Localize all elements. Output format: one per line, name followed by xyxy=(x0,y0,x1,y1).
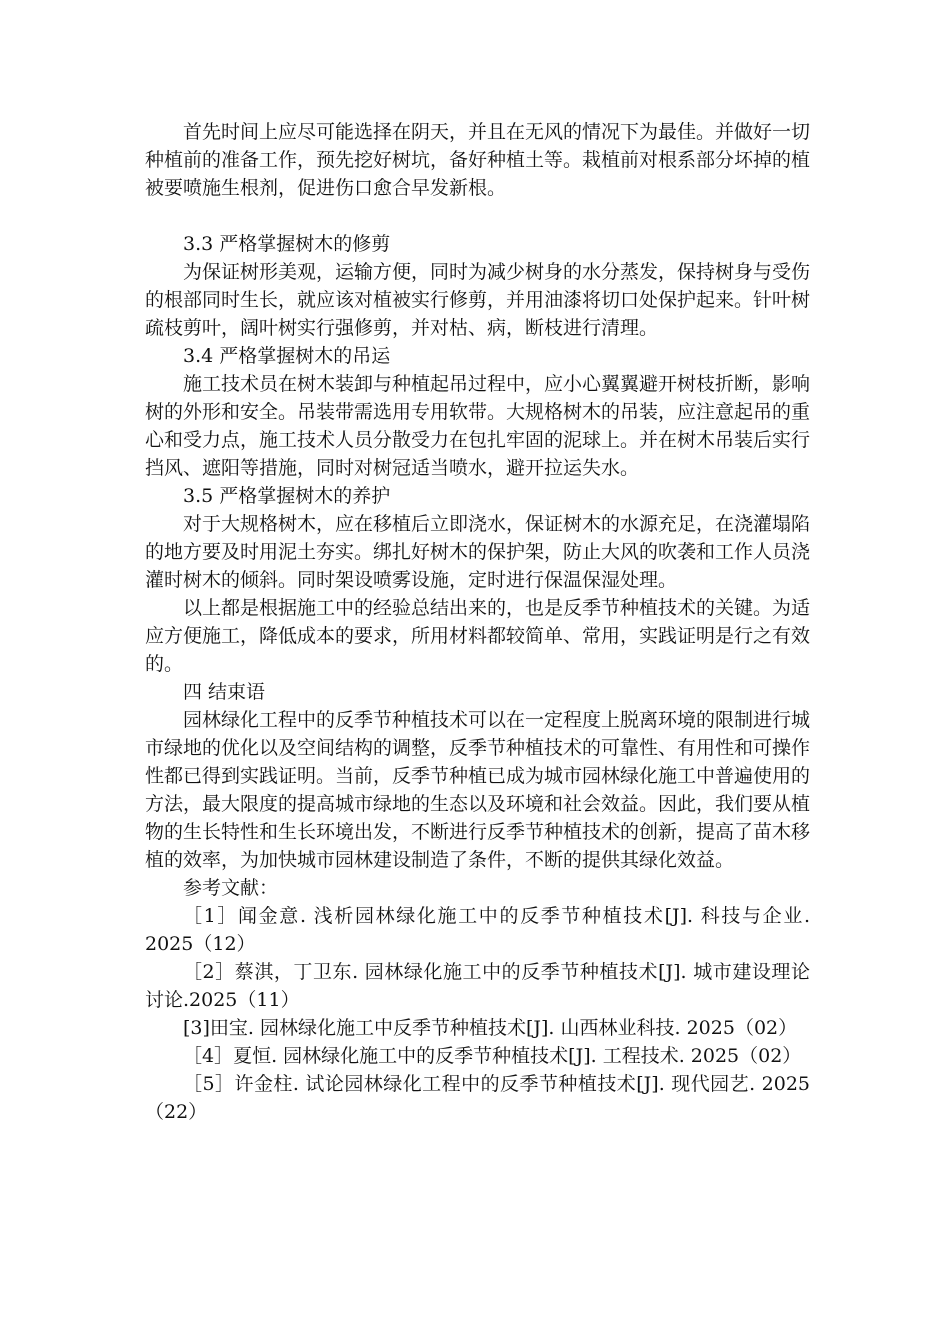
summary-paragraph: 以上都是根据施工中的经验总结出来的，也是反季节种植技术的关键。为适应方便施工，降低成本的要求，所用材料都较简单、常用，实践证明是行之有效的。 xyxy=(145,597,811,675)
intro-paragraph: 首先时间上应尽可能选择在阴天，并且在无风的情况下为最佳。并做好一切种植前的准备工作，预先挖好树坑，备好种植土等。栽植前对根系部分坏掉的植被要喷施生根剂，促进伤口愈合早发新根。 xyxy=(145,121,811,199)
section-heading-3-3: 3.3 严格掌握树木的修剪 xyxy=(183,233,391,255)
paragraph-3-4: 施工技术员在树木装卸与种植起吊过程中，应小心翼翼避开树枝折断，影响树的外形和安全。吊装带需选用专用软带。大规格树木的吊装，应注意起吊的重心和受力点，施工技术人员分散受力在包扎牢固的泥球上。并在树木吊装后实行挡风、遮阳等措施，同时对树冠适当喷水，避开拉运失水。 xyxy=(145,373,811,479)
reference-item-1: ［1］闻金意. 浅析园林绿化施工中的反季节种植技术[J]. 科技与企业. 2025（12） xyxy=(145,905,810,955)
conclusion-paragraph: 园林绿化工程中的反季节种植技术可以在一定程度上脱离环境的限制进行城市绿地的优化以及空间结构的调整，反季节种植技术的可靠性、有用性和可操作性都已得到实践证明。当前，反季节种植已成为城市园林绿化施工中普遍使用的方法，最大限度的提高城市绿地的生态以及环境和社会效益。因此，我们要从植物的生长特性和生长环境出发，不断进行反季节种植技术的创新，提高了苗木移植的效率，为加快城市园林建设制造了条件，不断的提供其绿化效益。 xyxy=(145,709,811,871)
paragraph-3-3: 为保证树形美观，运输方便，同时为减少树身的水分蒸发，保持树身与受伤的根部同时生长，就应该对植被实行修剪，并用油漆将切口处保护起来。针叶树疏枝剪叶，阔叶树实行强修剪，并对枯、病，断枝进行清理。 xyxy=(145,261,811,339)
section-heading-3-5: 3.5 严格掌握树木的养护 xyxy=(183,485,391,507)
reference-item-4: ［4］夏恒. 园林绿化施工中的反季节种植技术[J]. 工程技术. 2025（02） xyxy=(183,1045,802,1067)
references-title: 参考文献： xyxy=(183,877,279,899)
section-heading-4: 四 结束语 xyxy=(183,681,266,703)
reference-item-3: [3]田宝. 园林绿化施工中反季节种植技术[J]. 山西林业科技. 2025（02） xyxy=(183,1017,798,1039)
document-body xyxy=(145,118,810,1126)
section-spacer xyxy=(145,202,810,230)
reference-item-2: ［2］蔡淇，丁卫东. 园林绿化施工中的反季节种植技术[J]. 城市建设理论讨论.2025（11） xyxy=(145,961,810,1011)
reference-item-5: ［5］许金柱. 试论园林绿化工程中的反季节种植技术[J]. 现代园艺. 2025（22） xyxy=(145,1073,810,1123)
paragraph-3-5: 对于大规格树木，应在移植后立即浇水，保证树木的水源充足，在浇灌塌陷的地方要及时用泥土夯实。绑扎好树木的保护架，防止大风的吹袭和工作人员浇灌时树木的倾斜。同时架设喷雾设施，定时进行保温保湿处理。 xyxy=(145,513,811,591)
section-heading-3-4: 3.4 严格掌握树木的吊运 xyxy=(183,345,391,367)
